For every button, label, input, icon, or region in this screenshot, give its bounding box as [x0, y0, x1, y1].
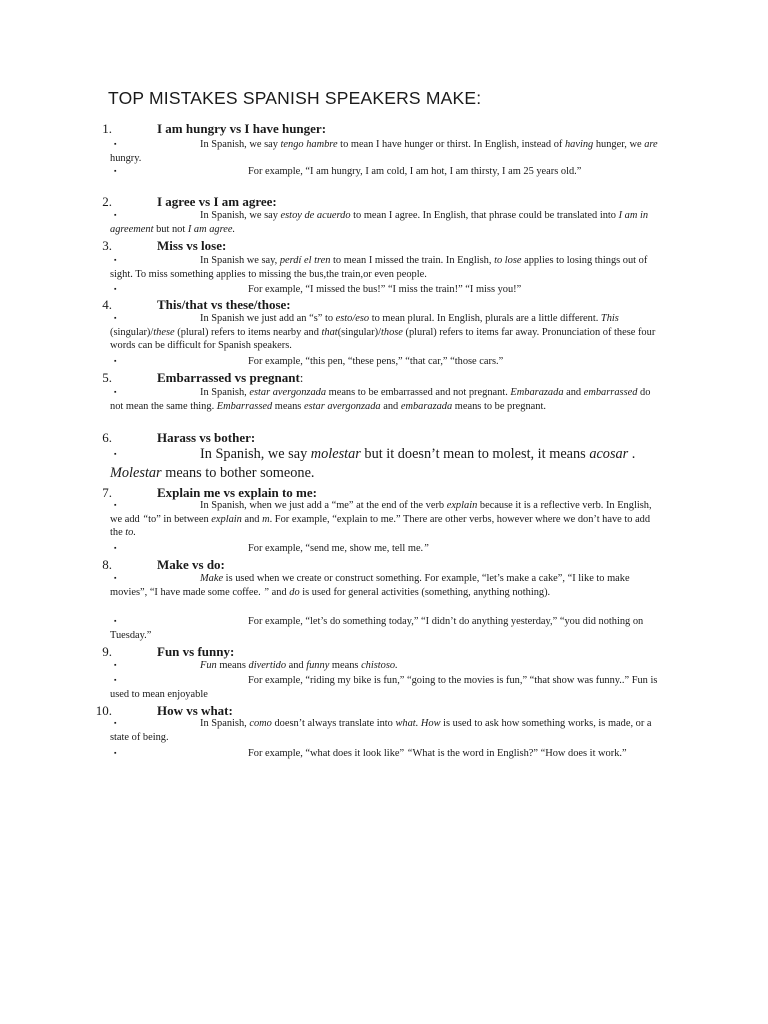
bullet-text: Make is used when we create or construct something. For example, “let’s make a cake”, “I like to make movies”, “I have made some coffee. ” and do is used for general activities (something, anything nothing). — [110, 573, 630, 598]
section-heading: Fun vs funny: — [157, 644, 235, 659]
section-number: 5. — [102, 370, 112, 385]
bullet-text: In Spanish we just add an “s” to esto/eso to mean plural. In English, plurals are a little different. This (singular)/these (plural) refers to items nearby and that(singular)/those (plural) refers to items far away. Pronunciation of these four words can be difficult for Spanish speakers. — [110, 313, 656, 351]
bullet-item — [110, 386, 658, 413]
square-bullet-icon: ▪ — [114, 314, 117, 322]
square-bullet-icon: ▪ — [114, 617, 117, 625]
square-bullet-icon: ▪ — [114, 719, 117, 727]
section-number: 9. — [102, 644, 112, 659]
section-heading: This/that vs these/those: — [157, 297, 291, 312]
bullet-item — [110, 499, 658, 540]
section-heading: Embarrassed vs pregnant: — [157, 370, 304, 385]
bullet-text: In Spanish, we say estoy de acuerdo to mean I agree. In English, that phrase could be translated into I am in agreement but not I am agree. — [110, 210, 649, 235]
square-bullet-icon: ▪ — [114, 211, 117, 219]
section-heading: Explain me vs explain to me: — [157, 485, 317, 500]
bullet-item — [110, 659, 658, 673]
bullet-text: For example, “send me, show me, tell me.” — [248, 543, 429, 554]
bullet-text: For example, “I am hungry, I am cold, I am hot, I am thirsty, I am 25 years old.” — [248, 166, 582, 177]
square-bullet-icon: ▪ — [114, 167, 117, 175]
bullet-text: In Spanish, we say tengo hambre to mean I have hunger or thirst. In English, instead of having hunger, we are hungry. — [110, 139, 658, 164]
square-bullet-icon: ▪ — [114, 574, 117, 582]
bullet-text: Fun means divertido and funny means chistoso. — [200, 660, 398, 671]
bullet-item — [110, 542, 658, 556]
section-number: 3. — [102, 238, 112, 253]
section-number: 1. — [102, 121, 112, 136]
square-bullet-icon: ▪ — [114, 661, 117, 669]
section-number: 4. — [102, 297, 112, 312]
bullet-text: In Spanish we say, perdí el tren to mean I missed the train. In English, to lose applies to losing things out of sight. To miss something applies to missing the bus,the train,or even people. — [110, 255, 648, 280]
bullet-text: In Spanish, when we just add a “me” at the end of the verb explain because it is a reflective verb. In English, we add “to” in between explain and m. For example, “explain to me.” There are other verbs, however where we don’t have to add the to. — [110, 500, 652, 538]
square-bullet-icon: ▪ — [114, 140, 117, 148]
bullet-item — [110, 138, 658, 165]
section-heading: How vs what: — [157, 703, 233, 718]
bullet-item — [110, 165, 658, 179]
section-heading: Make vs do: — [157, 557, 225, 572]
section-number: 7. — [102, 485, 112, 500]
bullet-item — [110, 717, 658, 744]
bullet-item — [110, 312, 658, 353]
bullet-item — [110, 355, 658, 369]
square-bullet-icon: ▪ — [114, 256, 117, 264]
section-number: 2. — [102, 194, 112, 209]
square-bullet-icon: ▪ — [114, 450, 117, 458]
bullet-text: For example, “I missed the bus!” “I miss the train!” “I miss you!” — [248, 284, 522, 295]
bullet-text: For example, “this pen, “these pens,” “that car,” “those cars.” — [248, 356, 504, 367]
bullet-item — [110, 445, 658, 482]
section-heading: Harass vs bother: — [157, 430, 256, 445]
section-heading: I agree vs I am agree: — [157, 194, 277, 209]
bullet-item — [110, 572, 658, 599]
square-bullet-icon: ▪ — [114, 749, 117, 757]
bullet-text: For example, “let’s do something today,” “I didn’t do anything yesterday,” “you did nothing on Tuesday.” — [110, 616, 644, 641]
bullet-text: In Spanish, como doesn’t always translate into what. How is used to ask how something works, is made, or a state of being. — [110, 718, 652, 743]
section-heading: Miss vs lose: — [157, 238, 227, 253]
page-title: TOP MISTAKES SPANISH SPEAKERS MAKE: — [108, 88, 482, 108]
bullet-item — [110, 747, 658, 761]
square-bullet-icon: ▪ — [114, 357, 117, 365]
bullet-item — [110, 283, 658, 297]
bullet-item — [110, 615, 658, 642]
square-bullet-icon: ▪ — [114, 501, 117, 509]
bullet-text: For example, “riding my bike is fun,” “going to the movies is fun,” “that show was funny..” Fun is used to mean enjoyable — [110, 675, 658, 700]
square-bullet-icon: ▪ — [114, 388, 117, 396]
square-bullet-icon: ▪ — [114, 285, 117, 293]
section-number: 6. — [102, 430, 112, 445]
square-bullet-icon: ▪ — [114, 544, 117, 552]
section-heading: I am hungry vs I have hunger: — [157, 121, 327, 136]
bullet-item — [110, 254, 658, 281]
bullet-text: In Spanish, we say molestar but it doesn’t mean to molest, it means acosar . Molestar means to bother someone. — [110, 446, 636, 481]
bullet-item — [110, 209, 658, 236]
bullet-item — [110, 674, 658, 701]
square-bullet-icon: ▪ — [114, 676, 117, 684]
bullet-text: For example, “what does it look like” “What is the word in English?” “How does it work.” — [248, 748, 627, 759]
section-number: 8. — [102, 557, 112, 572]
bullet-text: In Spanish, estar avergonzada means to be embarrassed and not pregnant. Embarazada and embarrassed do not mean the same thing. Embarrassed means estar avergonzada and embarazada means to be pregnant. — [110, 387, 651, 412]
section-number: 10. — [95, 703, 112, 718]
